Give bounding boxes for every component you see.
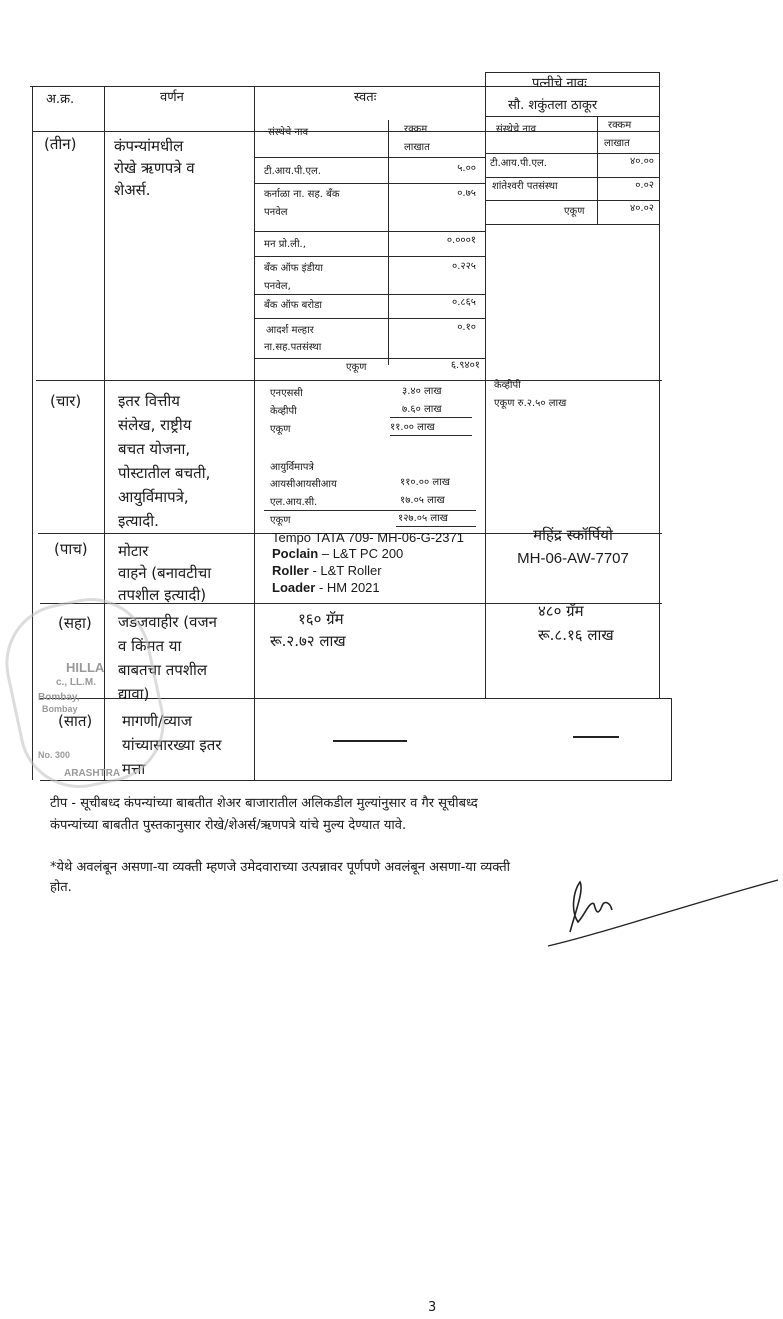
row5-number: (पाच) (54, 540, 88, 558)
row3-desc-line: शेअर्स. (114, 181, 151, 199)
spouse-total-label: एकूण (564, 206, 585, 217)
spouse-row-line (485, 177, 659, 178)
row4-desc-line: इतर वित्तीय (118, 392, 180, 410)
row6-desc-line: बाबतचा तपशील (118, 661, 208, 679)
header-spouse: पत्नीचे नावः (532, 76, 587, 91)
self-inst-name: ना.सह.पतसंस्था (264, 342, 322, 353)
self-insurance-amount: ११०.०० लाख (400, 477, 450, 488)
row3-desc-line: कंपन्यांमधील (114, 137, 184, 155)
header-bottom-border (32, 131, 660, 132)
self-inst-name: पनवेल (264, 207, 288, 218)
vehicle-type: Loader (272, 580, 316, 595)
self-insurance-total-label: एकूण (270, 515, 291, 526)
self-inst-name: टी.आय.पी.एल. (264, 166, 321, 177)
col-desc-border (254, 86, 255, 780)
row6-number: (सहा) (58, 614, 92, 632)
spouse-total-amount: ४०.०२ (630, 203, 654, 214)
row4-number: (चार) (50, 392, 82, 410)
insurance-total-underline (396, 526, 476, 527)
header-description: वर्णन (160, 90, 184, 105)
self-inst-amount: ०.२२५ (452, 261, 476, 272)
self-savings-name: एनएससी (270, 388, 303, 399)
row6-desc-line: द्यावा) (118, 685, 150, 703)
stamp-text: Bombay, (38, 692, 80, 703)
vehicle-detail: Tempo TATA 709- MH-06-G-2371 (272, 530, 464, 545)
self-savings-name: केव्हीपी (270, 406, 297, 417)
savings-subtotal-line (390, 417, 472, 418)
spouse-inst-name: टी.आय.पी.एल. (490, 158, 547, 169)
col-right-border (659, 72, 660, 698)
spouse-amount-col-border (597, 116, 598, 224)
self-insurance-name: आयसीआयसीआय (270, 479, 337, 490)
spouse-inst-name: शांतेश्वरी पतसंस्था (492, 181, 558, 192)
stamp-text: No. 300 (38, 750, 71, 760)
spouse-inst-name-header: संस्थेचे नाव (496, 124, 537, 135)
row5-desc-line: वाहने (बनावटीचा (118, 564, 212, 582)
spouse-name: सौ. शकुंतला ठाकूर (508, 98, 598, 113)
spouse-amount-header: रक्कम (608, 120, 632, 131)
header-self: स्वतः (354, 90, 377, 105)
self-inst-amount: ५.०० (457, 163, 476, 174)
self-inst-name: बँक ऑफ इंडीया (264, 263, 323, 274)
spouse-name-bottom (485, 116, 659, 117)
self-vehicle-line (272, 546, 403, 562)
row4-desc-line: बचत योजना, (118, 440, 191, 458)
row7-desc-line: यांच्यासारख्या इतर (122, 736, 222, 754)
row4-desc-line: आयुर्विमापत्रे, (118, 488, 189, 506)
table-bottom-border (40, 780, 672, 781)
row7-desc-line: मत्ता (122, 760, 146, 778)
vehicle-detail: – L&T PC 200 (318, 546, 404, 561)
self-inst-name-header: संस्थेचे नाव (268, 127, 309, 138)
stamp-text: HILLA (66, 660, 105, 675)
note-line: कंपन्यांच्या बाबतीत पुस्तकानुसार रोखे/शेअर्स/ऋणपत्रे यांचे मुल्य देण्यात यावे. (50, 818, 407, 833)
self-savings-amount: ७.६० लाख (402, 404, 442, 415)
row7-number: (सात) (58, 712, 93, 730)
self-insurance-amount: १७.०५ लाख (400, 495, 445, 506)
self-savings-amount: ३.४० लाख (402, 386, 442, 397)
self-inst-amount: ०.०००१ (446, 235, 476, 246)
signature (540, 860, 780, 950)
spouse-vehicle-reg: MH-06-AW-7707 (517, 550, 629, 567)
self-row-line (254, 318, 485, 319)
self-inst-name: बँक ऑफ बरोडा (264, 300, 323, 311)
self-inst-name: पनवेल, (264, 281, 291, 292)
row4-desc-line: पोस्टातील बचती, (118, 464, 211, 482)
row7-desc-line: मागणी/व्याज (122, 712, 192, 730)
self-jewellery-value: रू.२.७२ लाख (270, 632, 346, 650)
self-insurance-title: आयुर्विमापत्रे (270, 462, 314, 473)
spouse-vehicle-name: महिंद्र स्कॉर्पियो (533, 526, 613, 544)
vehicle-type: Poclain (272, 546, 319, 561)
self-inst-name: कर्नाळा ना. सह. बँक (264, 189, 340, 200)
self-row-line (254, 183, 485, 184)
self-inst-name: मन प्रो.ली., (264, 239, 306, 250)
note-line: टीप - सूचीबध्द कंपन्यांच्या बाबतीत शेअर बाजारातील अलिकडील मुल्यांनुसार व गैर सूचीबध्द (50, 796, 478, 811)
spouse-sub-hdr-bottom (485, 153, 659, 154)
spouse-savings-total: एकूण रु.२.५० लाख (494, 398, 567, 409)
vehicle-type: Roller (272, 563, 309, 578)
row6-desc-line: व किंमत या (118, 637, 182, 655)
self-insurance-total: १२७.०५ लाख (398, 513, 448, 524)
savings-total-underline (390, 435, 472, 436)
col-right-border-lower (671, 698, 672, 780)
self-savings-total-label: एकूण (270, 424, 291, 435)
row4-desc-line: संलेख, राष्ट्रीय (118, 416, 192, 434)
self-amount-header: रक्कम (404, 124, 428, 135)
row4-desc-line: इत्यादी. (118, 512, 159, 530)
spouse-row-line (485, 224, 659, 225)
vehicle-detail: - HM 2021 (315, 580, 380, 595)
spouse-inst-amount: ०.०२ (635, 180, 654, 191)
self-vehicle-line (272, 580, 380, 596)
row3-bottom-border (36, 380, 662, 381)
stamp-text: c., LL.M. (56, 677, 96, 688)
spouse-row-line (485, 200, 659, 201)
row5-desc-line: तपशील इत्यादी) (118, 586, 207, 604)
spouse-inst-amount: ४०.०० (630, 156, 654, 167)
self-jewellery-weight: १६० ग्रॅम (298, 610, 344, 628)
header-serial-no: अ.क्र. (46, 92, 75, 107)
self-vehicle-line (272, 563, 382, 579)
self-row-line (254, 256, 485, 257)
stamp-text: ARASHTRA (64, 768, 121, 779)
col-self-border (485, 72, 486, 698)
spouse-savings-title: केव्हीपी (494, 380, 521, 391)
spouse-jewellery-weight: ४८० ग्रॅम (538, 602, 584, 620)
self-row-line (254, 294, 485, 295)
self-total-label: एकूण (346, 362, 367, 373)
self-total-amount: ६.९४०१ (450, 360, 480, 371)
note-line: *येथे अवलंबून असणा-या व्यक्ती म्हणजे उमेदवाराच्या उत्पन्नावर पूर्णपणे अवलंबून असणा-या व्यक्ती (50, 860, 511, 875)
page-number: 3 (428, 1300, 437, 1315)
self-inst-amount: ०.८६५ (452, 297, 476, 308)
self-inst-name: आदर्श मल्हार (266, 325, 314, 336)
self-nil-dash (333, 740, 407, 742)
vehicle-detail: - L&T Roller (308, 563, 382, 578)
row3-desc-line: रोखे ऋणपत्रे व (114, 159, 195, 177)
note-line: होत. (50, 880, 72, 895)
self-amount-unit: लाखात (404, 142, 430, 153)
self-savings-total: ११.०० लाख (390, 422, 435, 433)
self-inst-amount: ०.१० (457, 322, 476, 333)
self-insurance-name: एल.आय.सी. (270, 497, 318, 508)
self-inst-amount: ०.७५ (457, 188, 476, 199)
row3-number: (तीन) (44, 135, 77, 153)
spouse-header-top (485, 72, 659, 73)
stamp-text: Bombay (42, 704, 78, 714)
row6-desc-line: जडजवाहीर (वजन (118, 613, 217, 631)
insurance-subtotal-line (264, 510, 476, 511)
self-row-line (254, 231, 485, 232)
self-vehicle-line (272, 530, 464, 546)
spouse-amount-unit: लाखात (604, 138, 630, 149)
self-sub-hdr-bottom (254, 157, 485, 158)
row5-desc-line: मोटार (118, 542, 149, 560)
spouse-jewellery-value: रू.८.१६ लाख (538, 626, 614, 644)
spouse-nil-dash (573, 736, 619, 738)
